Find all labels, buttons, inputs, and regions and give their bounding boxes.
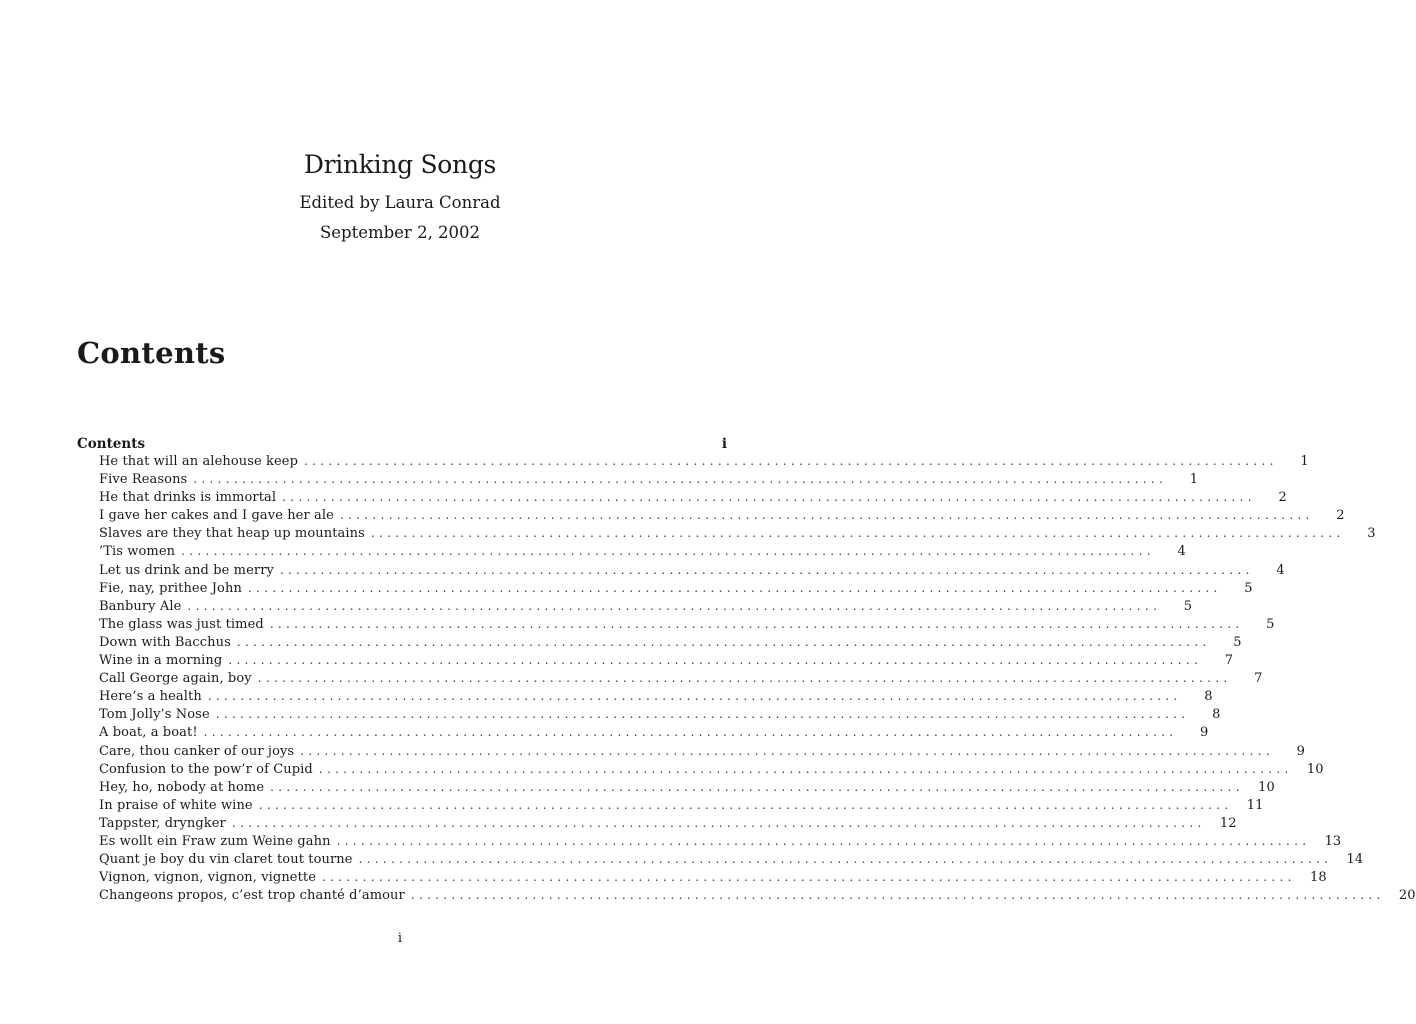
toc-dot-leader: ........................................................................................................................ bbox=[322, 870, 1296, 885]
toc-entry-page: 4 bbox=[1276, 562, 1285, 578]
toc-dot-leader: ........................................................................................................................ bbox=[258, 797, 1233, 812]
toc-dot-leader: ........................................................................................................................ bbox=[318, 761, 1293, 776]
toc-entry-page: 2 bbox=[1336, 508, 1345, 524]
toc-dot-leader: ........................................................................................................................ bbox=[282, 490, 1256, 505]
toc-dot-leader: ........................................................................................................................ bbox=[300, 743, 1274, 758]
toc-dot-leader: ........................................................................................................................ bbox=[270, 779, 1244, 794]
toc-entry[interactable] bbox=[77, 671, 1263, 689]
toc-entry-page: 1 bbox=[1189, 472, 1199, 488]
toc-entry-title: Tom Jolly’s Nose bbox=[99, 707, 210, 723]
toc-dot-leader: ........................................................................................................................ bbox=[339, 508, 1314, 523]
toc-entry-title: Es wollt ein Fraw zum Weine gahn bbox=[99, 833, 331, 849]
toc-header-row[interactable] bbox=[77, 436, 727, 454]
toc-entry[interactable] bbox=[77, 472, 1199, 490]
toc-entry-title: Vignon, vignon, vignon, vignette bbox=[99, 870, 317, 886]
toc-entry-title: Fie, nay, prithee John bbox=[99, 580, 242, 596]
toc-entry-page: 13 bbox=[1324, 833, 1342, 849]
toc-entry-page: 9 bbox=[1200, 725, 1209, 741]
toc-entry-page: 8 bbox=[1204, 689, 1213, 705]
toc-entry[interactable] bbox=[77, 833, 1342, 852]
toc-dot-leader: ........................................................................................................................ bbox=[336, 833, 1311, 848]
toc-entry-page: 3 bbox=[1367, 526, 1376, 542]
toc-entry-page: 11 bbox=[1246, 797, 1264, 813]
toc-dot-leader: ........................................................................................................................ bbox=[187, 598, 1162, 613]
toc-entry-title: I gave her cakes and I gave her ale bbox=[99, 508, 334, 524]
toc-entry[interactable] bbox=[77, 653, 1234, 671]
toc-entry-title: Here’s a health bbox=[99, 689, 202, 705]
toc-header-label: Contents bbox=[77, 436, 146, 452]
toc-entry-title: Confusion to the pow’r of Cupid bbox=[99, 761, 313, 777]
toc-entry-page: 12 bbox=[1219, 815, 1237, 831]
document-title: Drinking Songs bbox=[303, 150, 497, 179]
toc-entry-page: 4 bbox=[1177, 544, 1186, 560]
toc-entry[interactable] bbox=[77, 508, 1345, 526]
toc-entry-page: 5 bbox=[1244, 580, 1253, 596]
toc-entry-page: 5 bbox=[1183, 598, 1193, 614]
toc-entry-title: Down with Bacchus bbox=[99, 634, 231, 650]
document-date: September 2, 2002 bbox=[319, 223, 481, 242]
toc-dot-leader: ........................................................................................................................ bbox=[410, 888, 1385, 903]
toc-entry[interactable] bbox=[77, 689, 1213, 707]
toc-entry-title: The glass was just timed bbox=[99, 616, 264, 632]
toc-entry-page: 5 bbox=[1233, 634, 1242, 650]
contents-heading: Contents bbox=[77, 336, 226, 370]
toc-entry-page: 2 bbox=[1278, 490, 1287, 506]
toc-dot-leader: ........................................................................................................................ bbox=[207, 689, 1182, 704]
toc-entry-title: Wine in a morning bbox=[99, 653, 223, 669]
toc-entry-page: 8 bbox=[1212, 707, 1221, 723]
toc-entry-title: He that drinks is immortal bbox=[99, 490, 277, 506]
toc-dot-leader: ........................................................................................................................ bbox=[257, 671, 1232, 686]
toc-entry[interactable] bbox=[77, 743, 1305, 762]
table-of-contents bbox=[77, 436, 1416, 906]
toc-entry[interactable] bbox=[77, 779, 1275, 798]
toc-entry-title: Let us drink and be merry bbox=[99, 562, 274, 578]
toc-entry[interactable] bbox=[77, 870, 1327, 888]
toc-entry[interactable] bbox=[77, 707, 1221, 725]
toc-dot-leader: ........................................................................................................................ bbox=[181, 544, 1155, 559]
toc-header-page: i bbox=[721, 436, 727, 452]
toc-entry-page: 9 bbox=[1296, 743, 1305, 759]
toc-entry-title: Quant je boy du vin claret tout tourne bbox=[99, 852, 353, 868]
toc-entry[interactable] bbox=[77, 562, 1285, 581]
toc-entry-title: Five Reasons bbox=[99, 472, 188, 488]
toc-entry-title: Hey, ho, nobody at home bbox=[99, 779, 265, 795]
toc-entry-title: ’Tis women bbox=[99, 544, 176, 560]
toc-entry-title: Slaves are they that heap up mountains bbox=[99, 526, 365, 542]
page-number: i bbox=[397, 931, 403, 946]
toc-entry-page: 5 bbox=[1266, 616, 1275, 632]
toc-dot-leader: ........................................................................................................................ bbox=[279, 562, 1254, 577]
toc-entry[interactable] bbox=[77, 544, 1186, 562]
toc-entry[interactable] bbox=[77, 598, 1193, 617]
toc-entry[interactable] bbox=[77, 797, 1264, 816]
toc-entry-title: Changeons propos, c’est trop chanté d’amour bbox=[99, 888, 405, 904]
toc-entry[interactable] bbox=[77, 580, 1253, 599]
toc-entry-page: 18 bbox=[1310, 870, 1327, 886]
toc-dot-leader: ........................................................................................................................ bbox=[370, 526, 1345, 541]
toc-entry-page: 20 bbox=[1398, 888, 1416, 904]
toc-entry-page: 14 bbox=[1346, 852, 1364, 868]
toc-dot-leader: ........................................................................................................................ bbox=[247, 580, 1222, 595]
toc-dot-leader: ........................................................................................................................ bbox=[215, 707, 1190, 722]
toc-entry[interactable] bbox=[77, 454, 1309, 472]
toc-entry-page: 10 bbox=[1306, 761, 1324, 777]
toc-entry[interactable] bbox=[77, 526, 1376, 544]
toc-entry-title: A boat, a boat! bbox=[99, 725, 198, 741]
toc-entry-title: Banbury Ale bbox=[99, 598, 182, 614]
toc-dot-leader: ........................................................................................................................ bbox=[269, 616, 1244, 631]
toc-entry[interactable] bbox=[77, 634, 1242, 653]
toc-entry[interactable] bbox=[77, 490, 1287, 508]
document-editor: Edited by Laura Conrad bbox=[299, 193, 501, 212]
toc-dot-leader: ........................................................................................................................ bbox=[203, 725, 1178, 740]
toc-dot-leader: ........................................................................................................................ bbox=[358, 852, 1333, 867]
toc-entry-title: In praise of white wine bbox=[99, 797, 253, 813]
toc-entry[interactable] bbox=[77, 616, 1275, 635]
toc-entry-page: 7 bbox=[1224, 653, 1234, 669]
toc-dot-leader: ........................................................................................................................ bbox=[193, 472, 1168, 487]
toc-dot-leader: ........................................................................................................................ bbox=[228, 653, 1203, 668]
toc-dot-leader: ........................................................................................................................ bbox=[304, 454, 1278, 468]
toc-entry[interactable] bbox=[77, 761, 1324, 780]
toc-entry[interactable] bbox=[77, 852, 1364, 870]
toc-entry-title: Call George again, boy bbox=[99, 671, 252, 687]
toc-dot-leader: ........................................................................................................................ bbox=[236, 634, 1211, 649]
toc-entry[interactable] bbox=[77, 725, 1209, 743]
toc-entry[interactable] bbox=[77, 888, 1416, 906]
toc-entry-page: 1 bbox=[1300, 454, 1309, 469]
toc-entry-title: Tappster, dryngker bbox=[99, 815, 226, 831]
toc-entry-page: 7 bbox=[1254, 671, 1263, 687]
toc-entry-title: He that will an alehouse keep bbox=[99, 454, 299, 469]
toc-entry-title: Care, thou canker of our joys bbox=[99, 743, 295, 759]
toc-entry-page: 10 bbox=[1258, 779, 1275, 795]
toc-dot-leader: ........................................................................................................................ bbox=[231, 815, 1206, 830]
toc-entry[interactable] bbox=[77, 815, 1237, 834]
